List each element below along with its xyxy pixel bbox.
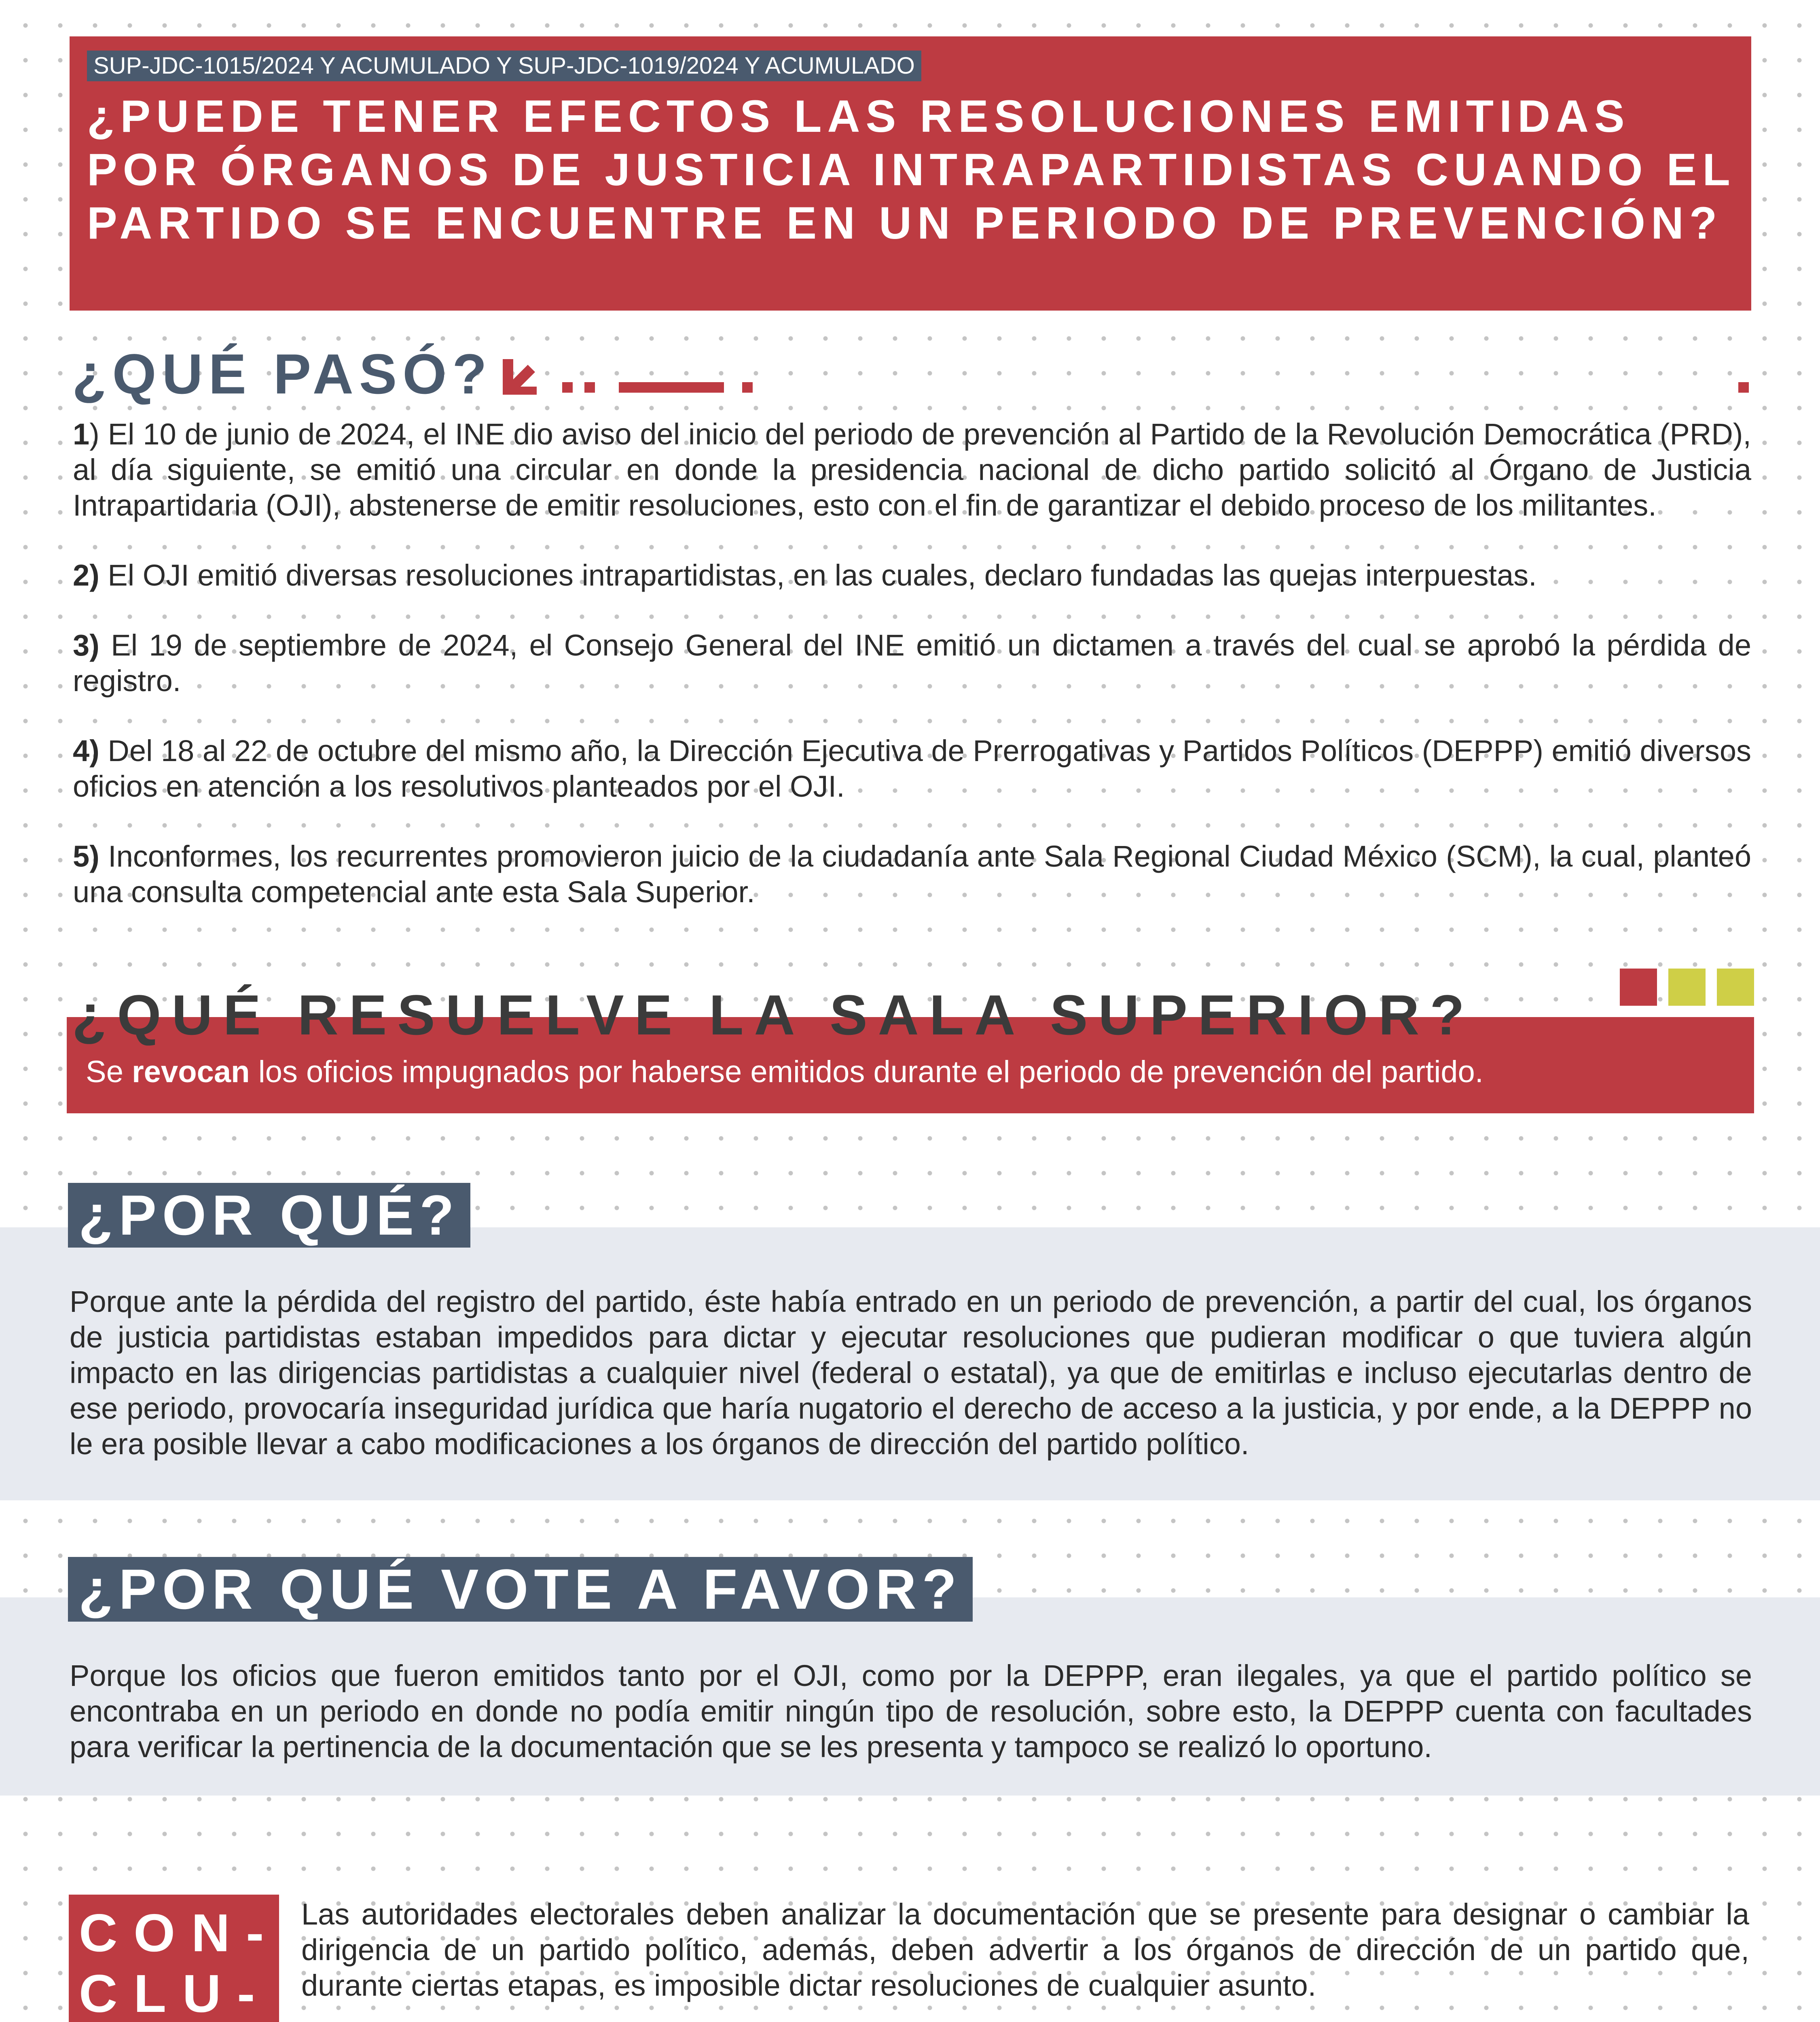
- event-number: 1: [73, 417, 90, 451]
- decor-dot: [742, 382, 753, 393]
- conclusion-label-line-2: CLU-: [79, 1964, 271, 2022]
- page-title: [87, 90, 1737, 250]
- resolution-verb: revocan: [132, 1055, 250, 1089]
- event-item: [73, 558, 1751, 593]
- vote-text: Porque los oficios que fueron emitidos tanto por el OJI, como por la DEPPP, eran ilegales, ya que el partido político se encontraba en un periodo en donde no podía emitir ningún tipo de resolución, sobre esto, la DEPPP cuenta con facultades para verificar la pertinencia de la documentación que se les presenta y tampoco se realizó lo oportuno.: [70, 1659, 1752, 1764]
- resolution-text: [86, 1054, 1484, 1090]
- por-que-text: Porque ante la pérdida del registro del partido, éste había entrado en un periodo de prevención, a partir del cual, los órganos de justicia partidistas estaban impedidos para dictar y ejecutar resoluciones que pudieran modificar o que tuviera algún impacto en las dirigencias partidistas a cualquier nivel (federal o estatal), ya que de emitirlas e incluso ejecutarlas dentro de ese periodo, provocaría inseguridad jurídica que haría nugatorio el derecho de acceso a la justicia, y por ende, a la DEPPP no le era posible llevar a cabo modificaciones a los órganos de dirección del partido político.: [70, 1285, 1752, 1461]
- event-number: 5): [73, 840, 99, 873]
- decor-square-olive: [1717, 969, 1754, 1006]
- resolution-text-rest: los oficios impugnados por haberse emitidos durante el periodo de prevención del partido.: [250, 1055, 1484, 1089]
- event-number: 4): [73, 734, 99, 768]
- decor-dot: [584, 382, 595, 393]
- event-text: ) El 10 de junio de 2024, el INE dio aviso del inicio del periodo de prevención al Partido de la Revolución Democrática (PRD), al día siguiente, se emitió una circular en donde la presidencia nacional de dicho partido solicitó al Órgano de Justicia Intrapartidaria (OJI), abstenerse de emitir resoluciones, esto con el fin de garantizar el debido proceso de los militantes.: [73, 417, 1751, 522]
- events-list: [73, 417, 1751, 944]
- title-line-1: ¿PUEDE TENER EFECTOS LAS RESOLUCIONES EMITIDAS: [87, 91, 1630, 142]
- event-number: 3): [73, 628, 99, 662]
- event-text: El OJI emitió diversas resoluciones intrapartidistas, en las cuales, declaro fundadas las quejas interpuestas.: [99, 558, 1537, 592]
- case-number-tag: SUP-JDC-1015/2024 Y ACUMULADO Y SUP-JDC-1019/2024 Y ACUMULADO: [87, 51, 921, 81]
- event-item: [73, 628, 1751, 699]
- event-text: El 19 de septiembre de 2024, el Consejo General del INE emitió un dictamen a través del cual se aprobó la pérdida de registro.: [73, 628, 1751, 698]
- por-que-heading: ¿POR QUÉ?: [68, 1183, 470, 1248]
- decor-dot: [1738, 382, 1749, 393]
- event-item: [73, 417, 1751, 523]
- event-text: Inconformes, los recurrentes promovieron juicio de la ciudadanía ante Sala Regional Ciudad México (SCM), la cual, planteó una consulta competencial ante esta Sala Superior.: [73, 840, 1751, 909]
- decor-dash: [619, 382, 724, 393]
- decor-square-olive: [1668, 969, 1706, 1006]
- decor-square-red: [1620, 969, 1657, 1006]
- conclusion-text: Las autoridades electorales deben analizar la documentación que se presente para designar o cambiar la dirigencia de un partido político, además, deben advertir a los órganos de dirección de un partido que, durante ciertas etapas, es imposible dictar resoluciones de cualquier asunto.: [301, 1897, 1749, 2002]
- vote-heading: ¿POR QUÉ VOTE A FAVOR?: [68, 1557, 973, 1622]
- event-number: 2): [73, 558, 99, 592]
- title-line-3: PARTIDO SE ENCUENTRE EN UN PERIODO DE PREVENCIÓN?: [87, 198, 1723, 248]
- que-paso-heading: ¿QUÉ PASÓ?: [72, 342, 493, 406]
- event-item: [73, 733, 1751, 804]
- resolution-heading: ¿QUÉ RESUELVE LA SALA SUPERIOR?: [72, 983, 1475, 1047]
- arrow-down-right-icon: [499, 356, 540, 396]
- decor-dot: [562, 382, 573, 393]
- event-text: Del 18 al 22 de octubre del mismo año, la Dirección Ejecutiva de Prerrogativas y Partidos Políticos (DEPPP) emitió diversos oficios en atención a los resolutivos planteados por el OJI.: [73, 734, 1751, 803]
- event-item: [73, 839, 1751, 910]
- conclusion-label-line-1: CON-: [79, 1903, 280, 1963]
- title-line-2: POR ÓRGANOS DE JUSTICIA INTRAPARTIDISTAS CUANDO EL: [87, 144, 1736, 195]
- resolution-text-prefix: Se: [86, 1055, 132, 1089]
